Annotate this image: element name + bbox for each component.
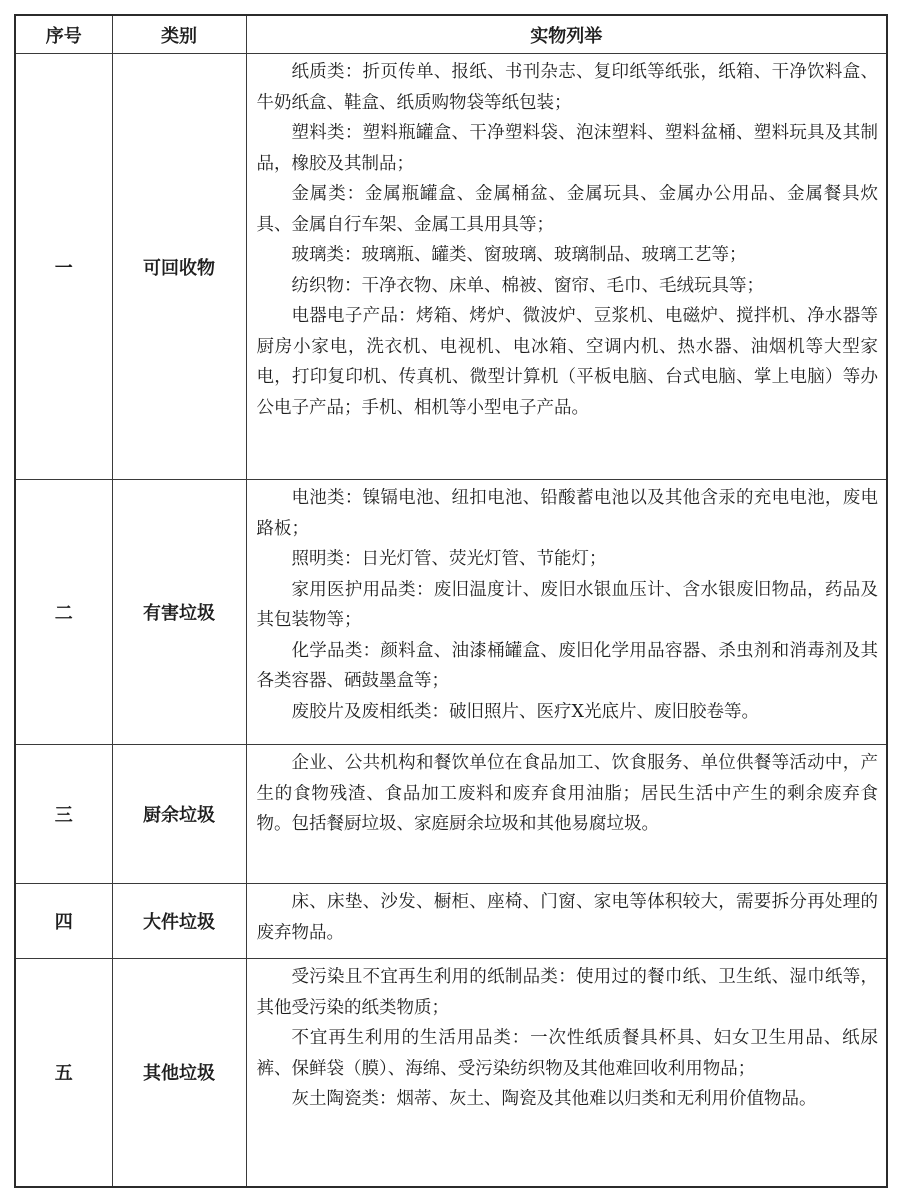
example-paragraph: 照明类：日光灯管、荧光灯管、节能灯； [291, 549, 607, 569]
row-index: 一 [15, 54, 112, 480]
example-paragraph: 废胶片及废相纸类：破旧照片、医疗X光底片、废旧胶卷等。 [291, 701, 759, 722]
example-paragraph: 纺织物：干净衣物、床单、棉被、窗帘、毛巾、毛绒玩具等； [291, 275, 764, 296]
header-category: 类别 [112, 15, 246, 54]
example-paragraph: 金属类：金属瓶罐盒、金属桶盆、金属玩具、金属办公用品、金属餐具炊具、金属自行车架、金属工具用具等； [256, 184, 878, 235]
row-examples [246, 54, 887, 480]
example-paragraph: 电器电子产品：烤箱、烤炉、微波炉、豆浆机、电磁炉、搅拌机、净水器等厨房小家电，洗衣机、电视机、电冰箱、空调内机、热水器、油烟机等大型家电，打印复印机、传真机、微型计算机（平板电脑、台式电脑、掌上电脑）等办公电子产品；手机、相机等小型电子产品。 [256, 306, 878, 418]
row-category: 有害垃圾 [112, 480, 246, 745]
example-paragraph: 纸质类：折页传单、报纸、书刊杂志、复印纸等纸张，纸箱、干净饮料盒、牛奶纸盒、鞋盒、纸质购物袋等纸包装； [256, 62, 878, 113]
table-row [15, 884, 887, 959]
header-row [15, 15, 887, 54]
row-index: 四 [15, 884, 112, 959]
table-row [15, 745, 887, 884]
table-row [15, 54, 887, 480]
row-index: 三 [15, 745, 112, 884]
row-category: 可回收物 [112, 54, 246, 480]
row-examples [246, 959, 887, 1187]
example-paragraph: 家用医护用品类：废旧温度计、废旧水银血压计、含水银废旧物品，药品及其包装物等； [256, 579, 878, 630]
row-index: 五 [15, 959, 112, 1187]
row-category: 大件垃圾 [112, 884, 246, 959]
header-examples: 实物列举 [246, 15, 887, 54]
example-paragraph: 化学品类：颜料盒、油漆桶罐盒、废旧化学用品容器、杀虫剂和消毒剂及其各类容器、硒鼓墨盒等； [256, 640, 878, 691]
example-paragraph: 电池类：镍镉电池、纽扣电池、铅酸蓄电池以及其他含汞的充电电池，废电路板； [256, 488, 878, 539]
row-index: 二 [15, 480, 112, 745]
example-paragraph: 玻璃类：玻璃瓶、罐类、窗玻璃、玻璃制品、玻璃工艺等； [291, 245, 747, 265]
header-index: 序号 [15, 15, 112, 54]
table-row [15, 480, 887, 745]
example-paragraph: 不宜再生利用的生活用品类：一次性纸质餐具杯具、妇女卫生用品、纸尿裤、保鲜袋（膜）、海绵、受污染纺织物及其他难回收利用物品； [256, 1028, 878, 1079]
waste-classification-table [14, 14, 888, 1188]
table-row [15, 959, 887, 1187]
row-examples [246, 745, 887, 884]
example-paragraph: 受污染且不宜再生利用的纸制品类：使用过的餐巾纸、卫生纸、湿巾纸等，其他受污染的纸类物质； [256, 967, 878, 1018]
example-paragraph: 灰土陶瓷类：烟蒂、灰土、陶瓷及其他难以归类和无利用价值物品。 [291, 1089, 817, 1109]
row-examples [246, 884, 887, 959]
row-category: 厨余垃圾 [112, 745, 246, 884]
row-category: 其他垃圾 [112, 959, 246, 1187]
example-paragraph: 床、床垫、沙发、橱柜、座椅、门窗、家电等体积较大，需要拆分再处理的废弃物品。 [256, 892, 878, 943]
row-examples [246, 480, 887, 745]
example-paragraph: 塑料类：塑料瓶罐盒、干净塑料袋、泡沫塑料、塑料盆桶、塑料玩具及其制品，橡胶及其制品； [256, 123, 878, 174]
classification-sheet [14, 14, 886, 1186]
example-paragraph: 企业、公共机构和餐饮单位在食品加工、饮食服务、单位供餐等活动中，产生的食物残渣、食品加工废料和废弃食用油脂；居民生活中产生的剩余废弃食物。包括餐厨垃圾、家庭厨余垃圾和其他易腐垃圾。 [256, 753, 878, 834]
